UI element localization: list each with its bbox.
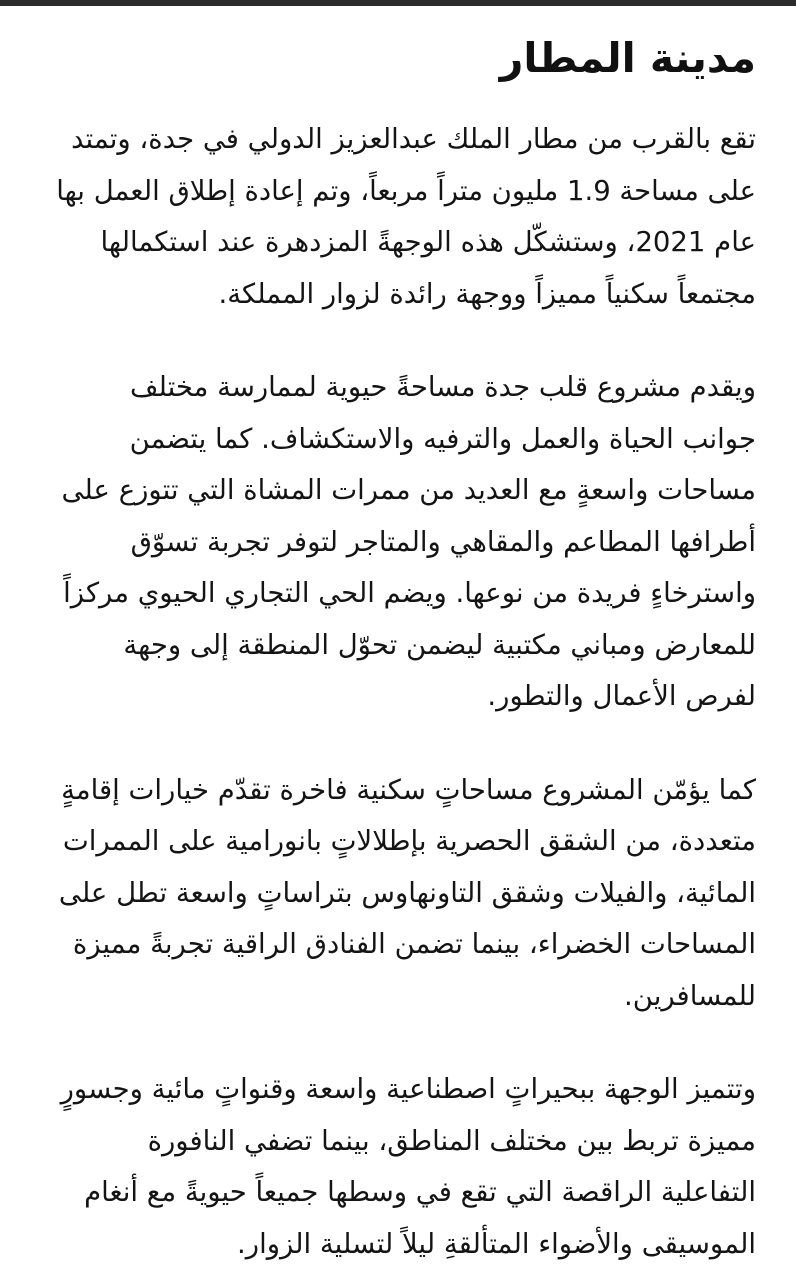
article-title: مدينة المطار xyxy=(499,34,756,82)
paragraph-4: وتتميز الوجهة ببحيراتٍ اصطناعية واسعة وقنواتٍ مائية وجسورٍ مميزة تربط بين مختلف المناطق، بينما تضفي النافورة التفاعلية الراقصة التي تقع في وسطها جميعاً حيويةً مع أنغام الموسيقى والأضواء المتألقةِ ليلاً لتسلية الزوار. xyxy=(60,1073,756,1260)
paragraph-3: كما يؤمّن المشروع مساحاتٍ سكنية فاخرة تقدّم خيارات إقامةٍ متعددة، من الشقق الحصرية بإطلالاتٍ بانورامية على الممرات المائية، والفيلات وشقق التاونهاوس بتراساتٍ واسعة تطل على المساحات الخضراء، بينما تضمن الفنادق الراقية تجربةً مميزة للمسافرين. xyxy=(58,773,756,1012)
paragraph-2: ويقدم مشروع قلب جدة مساحةً حيوية لممارسة مختلف جوانب الحياة والعمل والترفيه والاستكشاف. كما يتضمن مساحات واسعةٍ مع العديد من ممرات المشاة التي تتوزع على أطرافها المطاعم والمقاهي والمتاجر لتوفر تجربة تسوّق واسترخاءٍ فريدة من نوعها. ويضم الحي التجاري الحيوي مركزاً للمعارض ومباني مكتبية ليضمن تحوّل المنطقة إلى وجهة لفرص الأعمال والتطور. xyxy=(61,371,756,712)
paragraph-1: تقع بالقرب من مطار الملك عبدالعزيز الدولي في جدة، وتمتد على مساحة 1.9 مليون متراً مربعاً، وتم إعادة إطلاق العمل بها عام 2021، وستشكّل هذه الوجهةً المزدهرة عند استكمالها مجتمعاً سكنياً مميزاً ووجهة رائدة لزوار المملكة. xyxy=(56,123,756,310)
top-bar xyxy=(0,0,796,6)
article xyxy=(48,28,756,1270)
